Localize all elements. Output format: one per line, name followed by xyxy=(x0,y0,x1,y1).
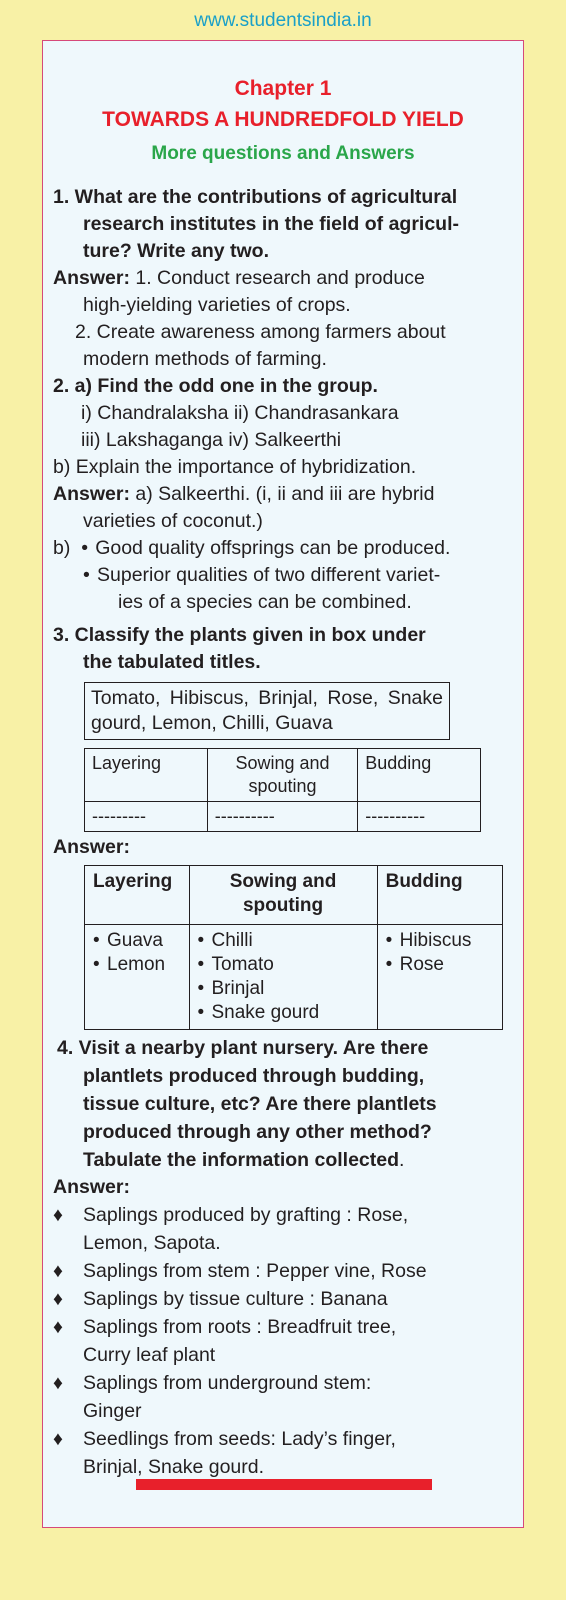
chapter-heading: Chapter 1 xyxy=(234,77,332,100)
list-item: ♦ Saplings from roots : Breadfruit tree, xyxy=(53,1313,509,1341)
answer-label: Answer: xyxy=(53,483,130,505)
q2-part-b: b) Explain the importance of hybridization. xyxy=(53,456,417,478)
plant-list-box: Tomato, Hibiscus, Brinjal, Rose, Snake gourd, Lemon, Chilli, Guava xyxy=(84,682,450,740)
list-item: • Lemon xyxy=(93,954,166,975)
q3-answer-label: Answer: xyxy=(53,836,130,858)
list-item: • Hibiscus xyxy=(385,930,472,951)
q3-line2: the tabulated titles. xyxy=(83,651,261,673)
q2-option2: iii) Lakshaganga iv) Salkeerthi xyxy=(81,429,342,451)
answer-label: Answer: xyxy=(53,267,130,289)
q1-answer-line3: 2. Create awareness among farmers about xyxy=(75,321,446,343)
diamond-bullet-icon: ♦ xyxy=(53,1428,63,1450)
q3-line1: 3. Classify the plants given in box under xyxy=(53,624,426,646)
diamond-bullet-icon: ♦ xyxy=(53,1316,63,1338)
bullet-icon: • xyxy=(197,954,205,975)
bullet-icon: • xyxy=(197,978,205,999)
list-item-cont: Ginger xyxy=(83,1400,142,1422)
q1-answer-line2: high-yielding varieties of crops. xyxy=(83,294,351,316)
blank-header-layering: Layering xyxy=(85,749,208,802)
blank-cell: ---------- xyxy=(358,802,481,832)
blank-cell: --------- xyxy=(85,802,208,832)
q2-answer-bullet2-cont: ies of a species can be combined. xyxy=(118,591,412,613)
q2-line1: 2. a) Find the odd one in the group. xyxy=(53,375,378,397)
bullet-icon: • xyxy=(93,954,100,975)
list-item: • Guava xyxy=(93,930,163,951)
chapter-title: TOWARDS A HUNDREDFOLD YIELD xyxy=(102,108,464,131)
sowing-cell xyxy=(189,925,377,1030)
bullet-icon: • xyxy=(93,930,100,951)
q1-line2: research institutes in the field of agricul- xyxy=(83,213,459,235)
list-item-cont: Lemon, Sapota. xyxy=(83,1232,221,1254)
q4-answer-list xyxy=(53,1201,509,1481)
bullet-icon: • xyxy=(197,930,205,951)
list-item: ♦ Saplings by tissue culture : Banana xyxy=(53,1285,509,1313)
budding-cell xyxy=(377,925,502,1030)
q4-answer-label: Answer: xyxy=(53,1176,130,1198)
diamond-bullet-icon: ♦ xyxy=(53,1288,63,1310)
q2-answer-bullet1: b) • Good quality offsprings can be produced. xyxy=(53,535,509,562)
q4-line4: produced through any other method? xyxy=(83,1121,432,1143)
q1-line3: ture? Write any two. xyxy=(83,240,269,262)
list-item: ♦ Saplings produced by grafting : Rose, xyxy=(53,1201,509,1229)
section-subtitle: More questions and Answers xyxy=(151,143,415,164)
list-item-cont: Brinjal, Snake gourd. xyxy=(83,1456,265,1478)
header-layering: Layering xyxy=(85,866,190,925)
q4-line2: plantlets produced through budding, xyxy=(83,1065,425,1087)
list-item: ♦ Saplings from stem : Pepper vine, Rose xyxy=(53,1257,509,1285)
list-item: • Chilli xyxy=(197,930,253,951)
q2-answer-bullet2: • Superior qualities of two different variet- xyxy=(53,562,509,589)
blank-cell: ---------- xyxy=(207,802,357,832)
layering-cell xyxy=(85,925,190,1030)
content-card xyxy=(42,40,524,1528)
blank-header-sowing: Sowing and spouting xyxy=(207,749,357,802)
bullet-icon: • xyxy=(81,537,89,559)
bullet-icon: • xyxy=(83,564,90,586)
list-item: ♦ Saplings from underground stem: xyxy=(53,1369,509,1397)
list-item: • Snake gourd xyxy=(197,1002,320,1023)
list-item-cont: Curry leaf plant xyxy=(83,1344,216,1366)
list-item: • Brinjal xyxy=(197,978,265,999)
diamond-bullet-icon: ♦ xyxy=(53,1204,63,1226)
site-url[interactable]: www.studentsindia.in xyxy=(194,10,372,31)
q1-answer-line4: modern methods of farming. xyxy=(83,348,327,370)
q4-line3: tissue culture, etc? Are there plantlets xyxy=(83,1093,437,1115)
list-item: • Tomato xyxy=(197,954,274,975)
q1-answer-line1: Answer: 1. Conduct research and produce xyxy=(53,267,425,289)
header-sowing: Sowing and spouting xyxy=(189,866,377,925)
qa-body xyxy=(53,184,509,1481)
bullet-icon: • xyxy=(385,954,393,975)
bullet-icon: • xyxy=(385,930,393,951)
bullet-icon: • xyxy=(197,1002,205,1023)
header-budding: Budding xyxy=(377,866,502,925)
list-item: ♦ Seedlings from seeds: Lady’s finger, xyxy=(53,1425,509,1453)
blank-header-budding: Budding xyxy=(358,749,481,802)
list-item: • Rose xyxy=(385,954,444,975)
q4-question xyxy=(53,1034,509,1174)
classification-answer-table xyxy=(84,865,503,1030)
blank-classification-table xyxy=(84,748,481,832)
q4-line1: 4. Visit a nearby plant nursery. Are there xyxy=(57,1037,429,1059)
q1-line1: 1. What are the contributions of agricultural xyxy=(53,186,458,208)
end-divider xyxy=(136,1479,432,1490)
q2-option1: i) Chandralaksha ii) Chandrasankara xyxy=(81,402,399,424)
diamond-bullet-icon: ♦ xyxy=(53,1372,63,1394)
q4-line5: Tabulate the information collected. xyxy=(83,1149,405,1171)
diamond-bullet-icon: ♦ xyxy=(53,1260,63,1282)
q2-answer-line2: varieties of coconut.) xyxy=(83,510,263,532)
q2-answer-line1: Answer: a) Salkeerthi. (i, ii and iii are hybrid xyxy=(53,483,435,505)
